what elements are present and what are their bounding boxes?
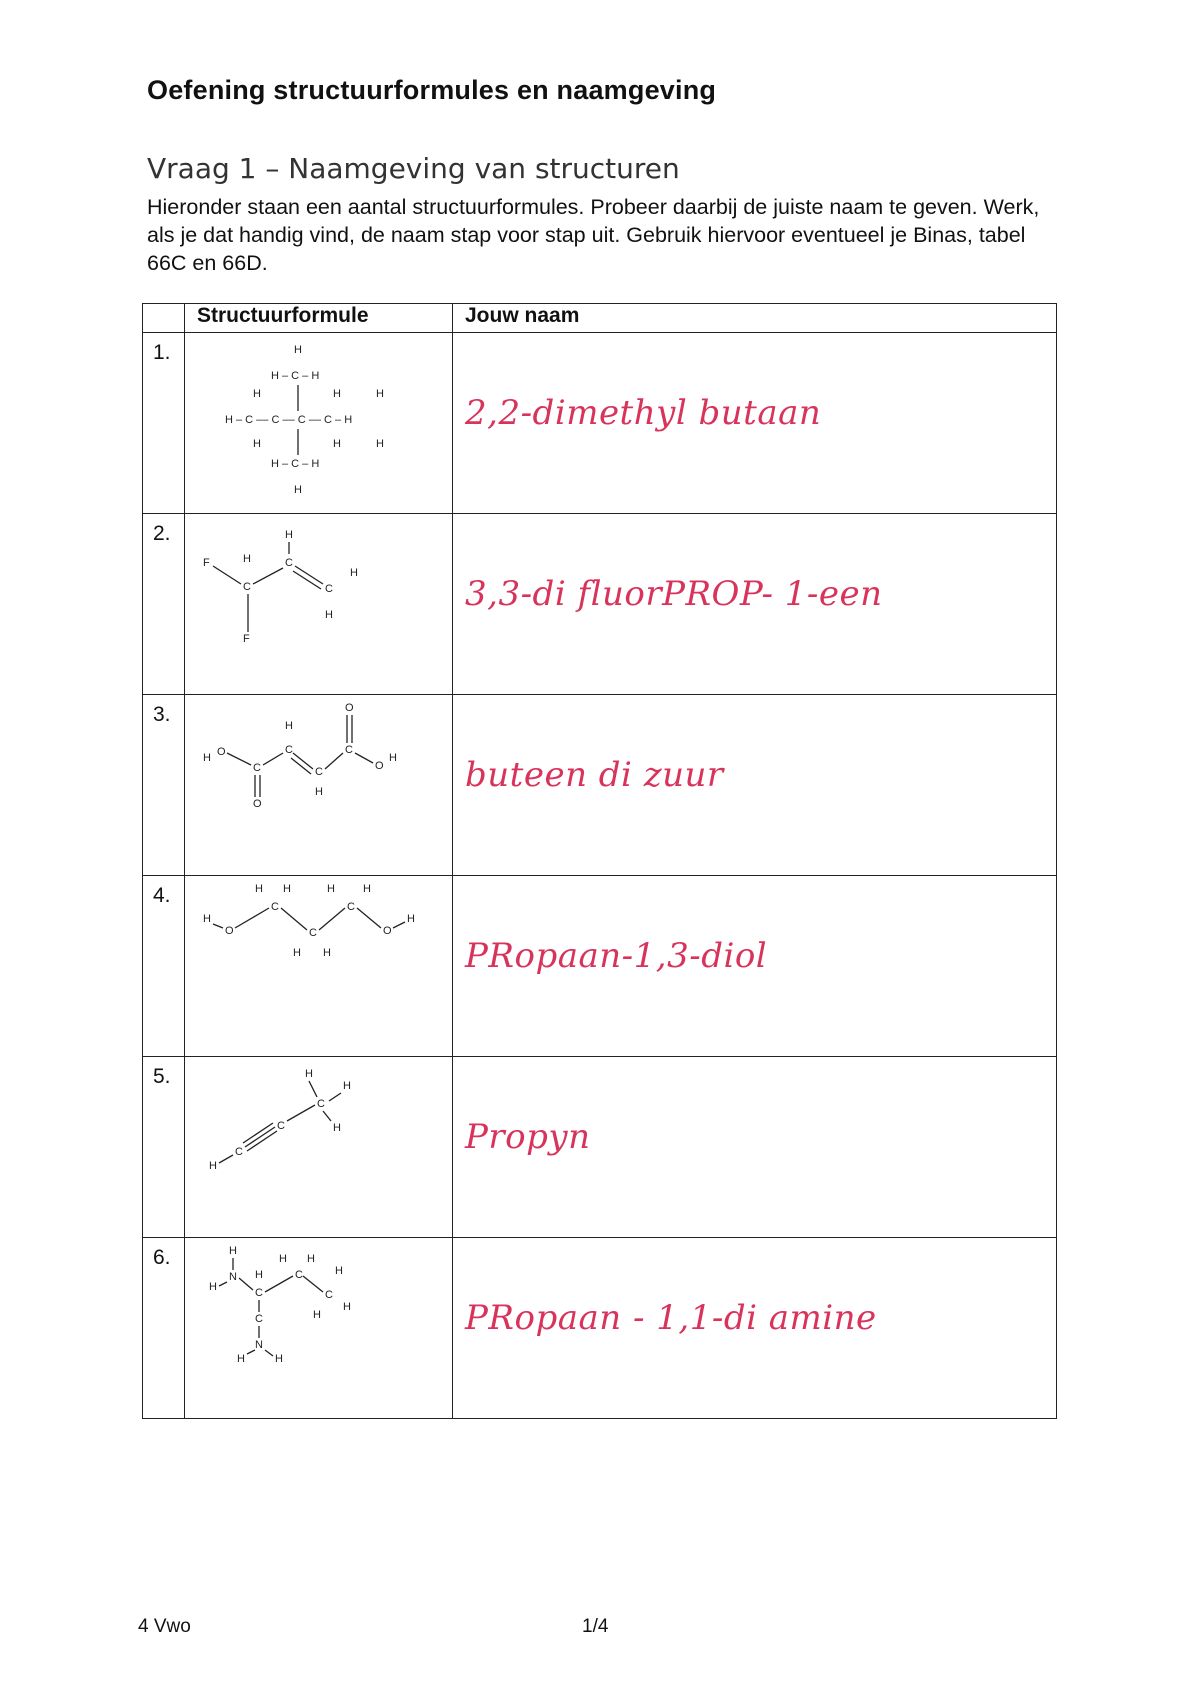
- svg-text:H: H: [285, 529, 293, 541]
- row-number: 3.: [143, 695, 185, 876]
- svg-text:H: H: [203, 913, 211, 925]
- svg-text:H: H: [389, 752, 397, 764]
- answer-cell-6: [453, 1238, 1057, 1419]
- footer-class: 4 Vwo: [138, 1616, 191, 1637]
- handwritten-answer: PRopaan-1,3-diol: [465, 936, 768, 976]
- svg-text:H – C – H: H – C – H: [271, 370, 320, 382]
- svg-text:O: O: [345, 702, 354, 714]
- answer-cell-4: [453, 876, 1057, 1057]
- svg-text:H: H: [315, 786, 323, 798]
- structure-formula-2: [185, 514, 453, 695]
- answer-cell-1: [453, 333, 1057, 514]
- row-number: 6.: [143, 1238, 185, 1419]
- svg-text:H: H: [335, 1265, 343, 1277]
- svg-text:H: H: [253, 388, 261, 400]
- handwritten-answer: 3,3-di fluorPROP- 1-een: [465, 574, 883, 614]
- answer-cell-2: [453, 514, 1057, 695]
- svg-text:N: N: [255, 1339, 263, 1351]
- page-number: 1/4: [582, 1616, 609, 1637]
- svg-text:O: O: [383, 925, 392, 937]
- page-title: Oefening structuurformules en naamgeving: [147, 75, 717, 105]
- handwritten-answer: PRopaan - 1,1-di amine: [465, 1298, 877, 1338]
- svg-text:H: H: [243, 553, 251, 565]
- molecule-3-3-difluoropropene: [185, 514, 453, 686]
- svg-text:H: H: [275, 1353, 283, 1365]
- molecule-propane-1-3-diol: [185, 876, 453, 1048]
- svg-text:H: H: [333, 1122, 341, 1134]
- molecule-2-2-dimethylbutane: [185, 333, 453, 505]
- svg-text:C: C: [277, 1120, 285, 1132]
- svg-text:C: C: [309, 927, 317, 939]
- svg-text:F: F: [243, 633, 250, 645]
- header-num: [143, 304, 185, 333]
- svg-text:H: H: [237, 1353, 245, 1365]
- svg-text:H: H: [294, 344, 302, 356]
- svg-text:N: N: [229, 1271, 237, 1283]
- svg-text:C: C: [255, 1287, 263, 1299]
- svg-text:H: H: [255, 883, 263, 895]
- svg-text:H: H: [350, 567, 358, 579]
- svg-text:F: F: [203, 557, 210, 569]
- svg-text:O: O: [253, 798, 262, 810]
- svg-text:C: C: [315, 766, 323, 778]
- structure-formula-6: [185, 1238, 453, 1419]
- svg-text:O: O: [217, 746, 226, 758]
- svg-text:C: C: [345, 744, 353, 756]
- svg-text:O: O: [225, 925, 234, 937]
- svg-text:H: H: [209, 1281, 217, 1293]
- row-number: 5.: [143, 1057, 185, 1238]
- svg-text:H: H: [333, 438, 341, 450]
- handwritten-answer: Propyn: [465, 1117, 591, 1157]
- svg-text:H: H: [325, 609, 333, 621]
- svg-text:H – C –– C –– C –– C – H: H – C –– C –– C –– C – H: [225, 414, 353, 426]
- molecule-propyne: [185, 1057, 453, 1229]
- svg-text:H: H: [255, 1269, 263, 1281]
- structure-formula-4: [185, 876, 453, 1057]
- svg-text:C: C: [285, 744, 293, 756]
- answer-cell-5: [453, 1057, 1057, 1238]
- svg-text:H: H: [343, 1080, 351, 1092]
- svg-text:H – C – H: H – C – H: [271, 458, 320, 470]
- handwritten-answer: 2,2-dimethyl butaan: [465, 393, 822, 433]
- svg-text:C: C: [347, 901, 355, 913]
- svg-text:H: H: [323, 947, 331, 959]
- svg-text:H: H: [293, 947, 301, 959]
- svg-text:H: H: [279, 1253, 287, 1265]
- structure-formula-3: [185, 695, 453, 876]
- svg-text:C: C: [285, 557, 293, 569]
- row-number: 4.: [143, 876, 185, 1057]
- svg-text:C: C: [253, 762, 261, 774]
- row-number: 1.: [143, 333, 185, 514]
- question-intro: Hieronder staan een aantal structuurformules. Probeer daarbij de juiste naam te geven. Werk, als je dat handig vind, de naam stap voor stap uit. Gebruik hiervoor eventueel je Binas, tabel 66C en 66D.: [147, 195, 1040, 275]
- svg-text:C: C: [235, 1146, 243, 1158]
- question-heading: Vraag 1 – Naamgeving van structuren: [147, 152, 680, 185]
- svg-text:C: C: [295, 1269, 303, 1281]
- table-row: [143, 514, 1057, 695]
- svg-text:H: H: [203, 752, 211, 764]
- svg-text:C: C: [243, 581, 251, 593]
- answer-cell-3: [453, 695, 1057, 876]
- table-row: [143, 695, 1057, 876]
- answer-table: [142, 303, 1057, 1419]
- svg-text:H: H: [376, 388, 384, 400]
- structure-formula-1: [185, 333, 453, 514]
- svg-text:C: C: [317, 1098, 325, 1110]
- svg-text:H: H: [283, 883, 291, 895]
- svg-text:H: H: [253, 438, 261, 450]
- molecule-butenedioic-acid: [185, 695, 453, 867]
- svg-text:H: H: [343, 1301, 351, 1313]
- molecule-propane-1-1-diamine: [185, 1238, 453, 1410]
- handwritten-answer: buteen di zuur: [465, 755, 724, 795]
- svg-text:H: H: [363, 883, 371, 895]
- svg-text:H: H: [313, 1309, 321, 1321]
- table-row: [143, 1057, 1057, 1238]
- table-row: [143, 1238, 1057, 1419]
- svg-text:C: C: [271, 901, 279, 913]
- svg-text:O: O: [375, 760, 384, 772]
- row-number: 2.: [143, 514, 185, 695]
- svg-text:C: C: [325, 583, 333, 595]
- svg-text:H: H: [305, 1068, 313, 1080]
- svg-text:C: C: [325, 1289, 333, 1301]
- header-structure: Structuurformule: [185, 304, 453, 333]
- svg-text:H: H: [229, 1245, 237, 1257]
- table-row: [143, 876, 1057, 1057]
- structure-formula-5: [185, 1057, 453, 1238]
- table-header-row: [143, 304, 1057, 333]
- svg-text:H: H: [333, 388, 341, 400]
- svg-text:H: H: [376, 438, 384, 450]
- svg-text:H: H: [407, 913, 415, 925]
- svg-text:C: C: [255, 1313, 263, 1325]
- header-name: Jouw naam: [453, 304, 1057, 333]
- svg-text:H: H: [209, 1160, 217, 1172]
- table-row: [143, 333, 1057, 514]
- svg-text:H: H: [307, 1253, 315, 1265]
- svg-text:H: H: [327, 883, 335, 895]
- svg-text:H: H: [294, 484, 302, 496]
- svg-text:H: H: [285, 720, 293, 732]
